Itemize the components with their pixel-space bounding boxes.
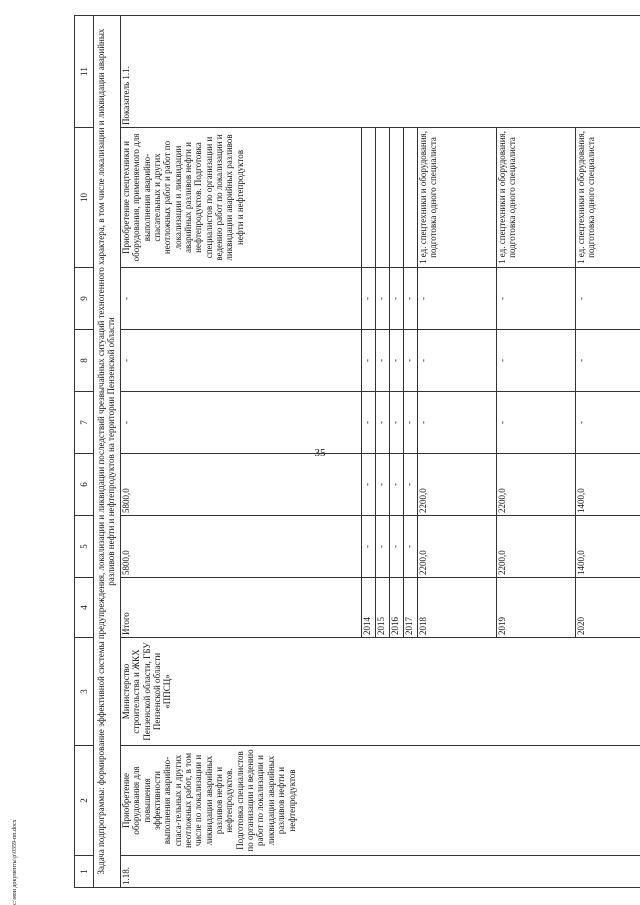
value-col8: -	[418, 330, 497, 392]
value-col8: -	[497, 330, 576, 392]
value-col9: -	[362, 268, 376, 330]
value-col7: -	[390, 392, 404, 454]
footer-file-path: c:\мои документы\р\0359-пп.docx	[12, 819, 18, 905]
value-col6: -	[390, 454, 404, 516]
value-col6: -	[376, 454, 390, 516]
value-col9: -	[376, 268, 390, 330]
year-row-total	[121, 16, 362, 888]
year-label: 2015	[376, 578, 390, 638]
value-col8: -	[121, 330, 362, 392]
value-col7: -	[418, 392, 497, 454]
value-col9: -	[418, 268, 497, 330]
executor: Министерство строительства и ЖКХ Пензенской области, ГБУ Пензенской области «ППСЦ»	[121, 638, 640, 746]
value-col5: -	[404, 516, 418, 578]
value-col8: -	[362, 330, 376, 392]
rotated-table-sheet	[74, 16, 634, 888]
value-col9: -	[576, 268, 640, 330]
row-number: 1.18.	[121, 856, 640, 888]
year-label: 2018	[418, 578, 497, 638]
task-heading: Задача подпрограммы: формирование эффективной системы предупреждения, локализации и ликвидации последствий чрезвычайных ситуаций техногенного характера, в том числе локализации и ликвидации аварийных разливов нефти и нефтепродуктов на территории Пензенской области	[94, 16, 121, 888]
year-label: 2017	[404, 578, 418, 638]
col-number-5: 5	[75, 516, 94, 578]
result-cell: 1 ед. спецтехники и оборудования, подготовка одного специалиста	[497, 128, 576, 268]
value-col5: -	[362, 516, 376, 578]
value-col9: -	[121, 268, 362, 330]
col-number-11: 11	[75, 16, 94, 128]
col-number-2: 2	[75, 746, 94, 856]
col-number-1: 1	[75, 856, 94, 888]
col-number-9: 9	[75, 268, 94, 330]
col-number-7: 7	[75, 392, 94, 454]
value-col6: 1400,0	[576, 454, 640, 516]
value-col5: -	[376, 516, 390, 578]
col-number-6: 6	[75, 454, 94, 516]
value-col5: 2200,0	[418, 516, 497, 578]
indicator: Показатель 1.1.	[121, 16, 640, 128]
value-col6: -	[404, 454, 418, 516]
result-cell	[390, 128, 404, 268]
col-number-8: 8	[75, 330, 94, 392]
result-cell: 1 ед. спецтехники и оборудования, подготовка одного специалиста	[576, 128, 640, 268]
value-col9: -	[497, 268, 576, 330]
value-col5: 2200,0	[497, 516, 576, 578]
result-cell	[362, 128, 376, 268]
value-col9: -	[390, 268, 404, 330]
activity-description: Приобретение оборудования для повышения эффективности выполнения аварийно-спаса-тельных и других неотложных работ, в том числе по локализации и ликвидации аварийных разливов нефти и нефтепродуктов. Подготовка специалистов по организации и ведению работ по локализации и ликвидации аварийных разливов нефти и нефтепродуктов	[121, 746, 640, 856]
column-number-row	[75, 16, 94, 888]
value-col8: -	[390, 330, 404, 392]
value-col6: -	[362, 454, 376, 516]
col-number-10: 10	[75, 128, 94, 268]
task-heading-row	[94, 16, 121, 888]
year-label: 2019	[497, 578, 576, 638]
value-col7: -	[497, 392, 576, 454]
value-col6: 2200,0	[497, 454, 576, 516]
year-label: Итого	[121, 578, 362, 638]
value-col7: -	[576, 392, 640, 454]
value-col7: -	[362, 392, 376, 454]
value-col5: 5800,0	[121, 516, 362, 578]
value-col8: -	[376, 330, 390, 392]
col-number-4: 4	[75, 578, 94, 638]
value-col7: -	[121, 392, 362, 454]
result-cell: 1 ед. спецтехники и оборудования, подготовка одного специалиста	[418, 128, 497, 268]
value-col7: -	[376, 392, 390, 454]
value-col6: 2200,0	[418, 454, 497, 516]
value-col5: 1400,0	[576, 516, 640, 578]
value-col8: -	[576, 330, 640, 392]
result-cell	[376, 128, 390, 268]
value-col6: 5800,0	[121, 454, 362, 516]
year-label: 2014	[362, 578, 376, 638]
result-general: Приобретение спецтехники и оборудования, применяемого для выполнения аварийно-спасательных и других неотложных работ и работ по локализации и ликвидации аварийных разливов нефти и нефтепродуктов. Подготовка специалистов по организации и ведению работ по локализации и ликвидации аварийных разливов нефти и нефтепродуктов	[121, 128, 362, 268]
page-number: 35	[314, 447, 326, 459]
value-col7: -	[404, 392, 418, 454]
value-col5: -	[390, 516, 404, 578]
col-number-3: 3	[75, 638, 94, 746]
value-col8: -	[404, 330, 418, 392]
value-col9: -	[404, 268, 418, 330]
program-activities-table	[74, 15, 640, 888]
year-label: 2016	[390, 578, 404, 638]
result-cell	[404, 128, 418, 268]
year-label: 2020	[576, 578, 640, 638]
